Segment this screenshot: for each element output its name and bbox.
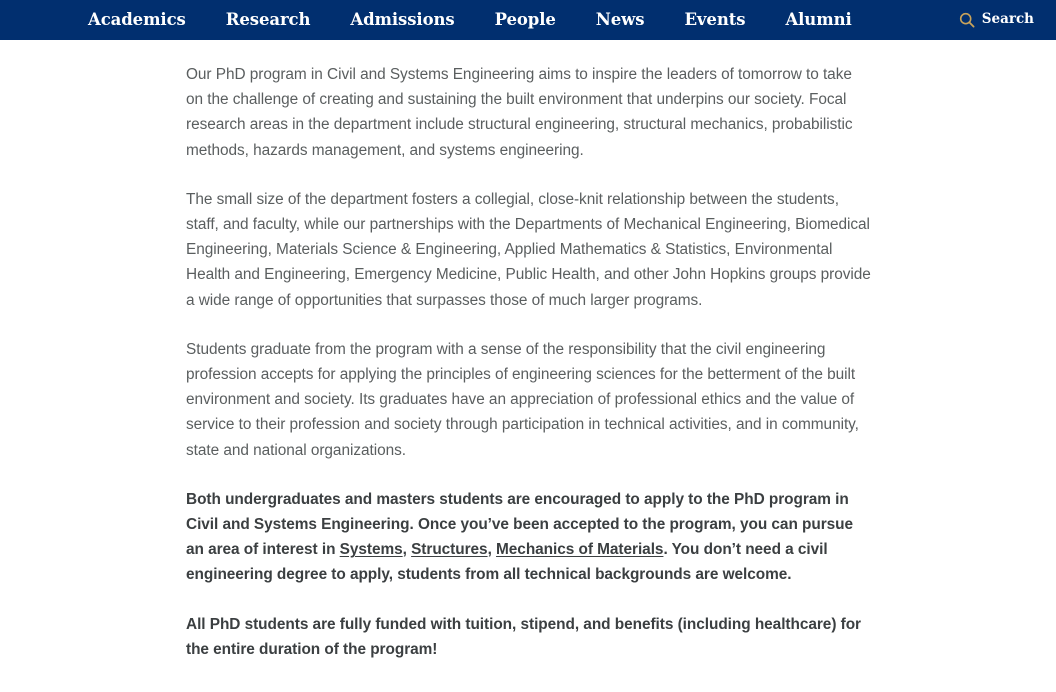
link-systems[interactable]: Systems <box>339 541 403 559</box>
link-structures[interactable]: Structures <box>411 541 488 559</box>
nav-item-news[interactable]: News <box>595 9 645 29</box>
site-header <box>0 0 1056 40</box>
apply-separator-1: , <box>402 541 412 559</box>
link-mechanics-of-materials[interactable]: Mechanics of Materials <box>496 541 664 559</box>
nav-item-academics[interactable]: Academics <box>88 9 186 29</box>
apply-separator-2: , <box>487 541 497 559</box>
primary-navigation <box>88 9 852 29</box>
search-icon <box>959 12 975 28</box>
paragraph-apply-encouragement <box>186 487 872 588</box>
paragraph-department-size: The small size of the department fosters a collegial, close-knit relationship between the students, staff, and faculty, while our partnerships with the Departments of Mechanical Engineering, Biomedical Engineering, Materials Science & Engineering, Applied Mathematics & Statistics, Environmental Health and Engineering, Emergency Medicine, Public Health, and other John Hopkins groups provide a wide range of opportunities that surpasses those of much larger programs. <box>186 190 871 309</box>
search-label: Search <box>981 11 1034 28</box>
paragraph-graduates: Students graduate from the program with a sense of the responsibility that the civil engineering profession accepts for applying the principles of engineering sciences for the betterment of the built environment and society. Its graduates have an appreciation of professional ethics and the value of service to their profession and society through participation in technical activities, and in community, state and national organizations. <box>186 340 859 459</box>
nav-item-events[interactable]: Events <box>684 9 746 29</box>
nav-item-research[interactable]: Research <box>225 9 311 29</box>
apply-text-segment-1: Both undergraduates and masters students are encouraged to apply to the PhD program in Civil and Systems Engineering. Once you’ve been accepted to the program, you can pursue an area of interest in <box>186 490 854 559</box>
paragraph-funding: All PhD students are fully funded with tuition, stipend, and benefits (including healthcare) for the entire duration of the program! <box>186 615 861 658</box>
article-body <box>186 62 872 662</box>
apply-text-segment-2: . You don’t need a civil engineering degree to apply, students from all technical backgrounds are welcome. <box>186 541 828 584</box>
nav-item-alumni[interactable]: Alumni <box>785 9 852 29</box>
page-content <box>0 40 1056 662</box>
paragraph-intro: Our PhD program in Civil and Systems Engineering aims to inspire the leaders of tomorrow to take on the challenge of creating and sustaining the built environment that underpins our society. Focal research areas in the department include structural engineering, structural mechanics, probabilistic methods, hazards management, and systems engineering. <box>186 66 853 159</box>
search-button[interactable] <box>959 0 1034 40</box>
nav-item-people[interactable]: People <box>494 9 556 29</box>
nav-item-admissions[interactable]: Admissions <box>350 9 455 29</box>
